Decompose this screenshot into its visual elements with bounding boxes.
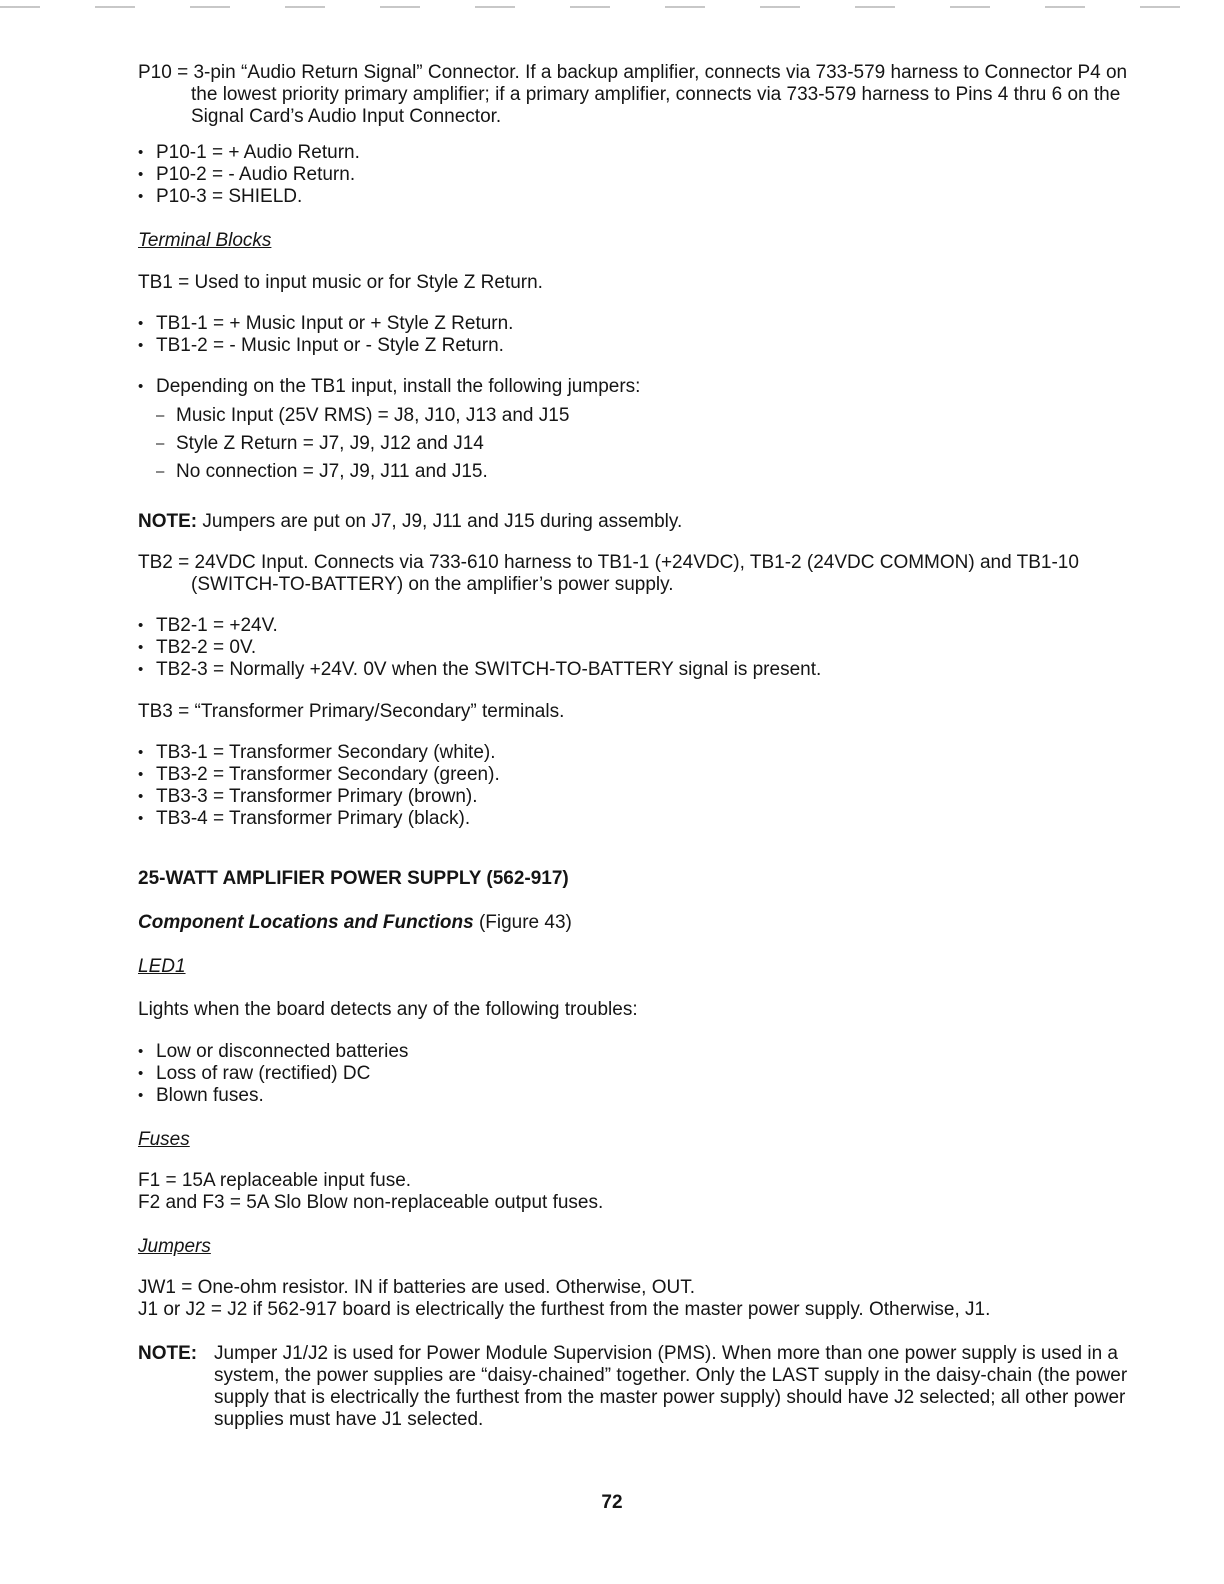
terminal-blocks-heading: Terminal Blocks [138,230,272,251]
list-item: • Blown fuses. [138,1085,1138,1107]
list-item: • TB2-1 = +24V. [138,615,1138,637]
list-item: • TB2-2 = 0V. [138,637,1138,659]
jumper-j1-j2: J1 or J2 = J2 if 562-917 board is electrically the furthest from the master power supply. Otherwise, J1. [138,1299,991,1320]
figure-reference: (Figure 43) [478,912,572,933]
section-heading: 25-WATT AMPLIFIER POWER SUPPLY (562-917) [138,868,569,889]
led1-description: Lights when the board detects any of the following troubles: [138,999,638,1020]
list-item [138,376,1138,486]
component-subheading [138,912,1138,934]
fuses-heading: Fuses [138,1129,190,1150]
list-item: • P10-3 = SHIELD. [138,186,1138,208]
p10-pin-list [138,142,1138,208]
list-item: • TB3-1 = Transformer Secondary (white). [138,742,1138,764]
scan-artifact-line [0,6,1224,8]
led1-heading: LED1 [138,956,186,977]
list-item: • TB2-3 = Normally +24V. 0V when the SWITCH-TO-BATTERY signal is present. [138,659,1138,681]
page-number: 72 [601,1492,623,1513]
list-item: • TB3-3 = Transformer Primary (brown). [138,786,1138,808]
tb1-pin-list [138,313,1138,357]
tb3-description: TB3 = “Transformer Primary/Secondary” terminals. [138,701,565,722]
list-item: • Low or disconnected batteries [138,1041,1138,1063]
list-item: • P10-1 = + Audio Return. [138,142,1138,164]
list-item: • TB1-1 = + Music Input or + Style Z Return. [138,313,1138,335]
tb2-pin-list [138,615,1138,681]
note-text: Jumper J1/J2 is used for Power Module Supervision (PMS). When more than one power supply is used in a system, the power supplies are “daisy-chained” together. Only the LAST supply in the daisy-chain (the power supply that is electrically the furthest from the master power supply) should have J2 selected; all other power supplies must have J1 selected. [214,1343,1128,1430]
note-text: Jumpers are put on J7, J9, J11 and J15 during assembly. [202,511,683,532]
jumper-option-list [156,402,1138,486]
list-item: • Loss of raw (rectified) DC [138,1063,1138,1085]
tb1-description: TB1 = Used to input music or for Style Z Return. [138,272,543,293]
jumper-intro: Depending on the TB1 input, install the following jumpers: [156,376,641,397]
subheading-text: Component Locations and Functions [138,912,474,933]
jumpers-heading: Jumpers [138,1236,211,1257]
note-label: NOTE: [138,511,198,532]
tb1-note [138,511,1138,533]
list-item: – Style Z Return = J7, J9, J12 and J14 [156,430,1138,458]
list-item: – No connection = J7, J9, J11 and J15. [156,458,1138,486]
tb3-pin-list [138,742,1138,830]
list-item: • TB1-2 = - Music Input or - Style Z Return. [138,335,1138,357]
tb2-description: TB2 = 24VDC Input. Connects via 733-610 harness to TB1-1 (+24VDC), TB1-2 (24VDC COMMON) and TB1-10 (SWITCH-TO-BATTERY) on the amplifier’s power supply. [138,552,1079,595]
list-item: • TB3-2 = Transformer Secondary (green). [138,764,1138,786]
jumper-instructions [138,376,1138,486]
pms-note [138,1343,1138,1431]
p10-description: P10 = 3-pin “Audio Return Signal” Connector. If a backup amplifier, connects via 733-579 harness to Connector P4 on the lowest priority primary amplifier; if a primary amplifier, connects via 733-579 harness to Pins 4 thru 6 on the Signal Card’s Audio Input Connector. [138,62,1128,127]
fuse-f2-f3: F2 and F3 = 5A Slo Blow non-replaceable output fuses. [138,1192,604,1213]
list-item: – Music Input (25V RMS) = J8, J10, J13 and J15 [156,402,1138,430]
list-item: • TB3-4 = Transformer Primary (black). [138,808,1138,830]
note-label: NOTE: [138,1343,198,1364]
list-item: • P10-2 = - Audio Return. [138,164,1138,186]
document-body [138,62,1138,1431]
jumper-jw1: JW1 = One-ohm resistor. IN if batteries are used. Otherwise, OUT. [138,1277,696,1298]
led1-trouble-list [138,1041,1138,1107]
fuse-f1: F1 = 15A replaceable input fuse. [138,1170,412,1191]
